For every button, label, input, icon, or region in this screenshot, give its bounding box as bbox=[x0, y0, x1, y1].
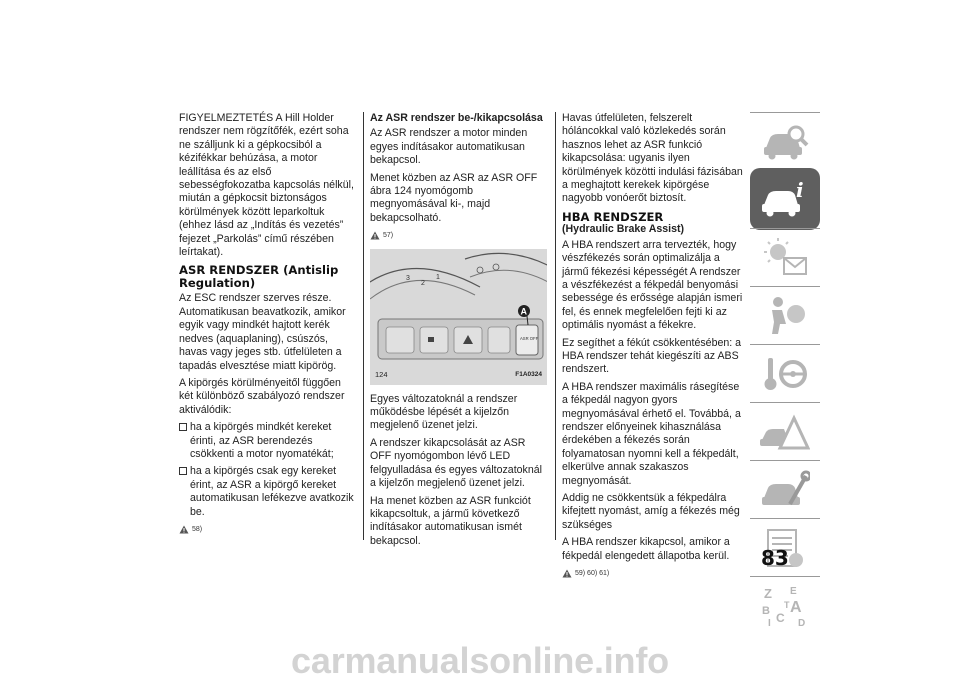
asr-active-message-text: Egyes változatoknál a rendszer működésbe lépését a kijelzőn megjelenő üzenet jelzi. bbox=[370, 392, 518, 432]
tab-lights-mail[interactable] bbox=[750, 228, 820, 286]
bullet-box-icon bbox=[179, 467, 187, 475]
hba-max-assist-text: A HBA rendszer maximális rásegítése a fékpedál nagyon gyors megnyomásával érhető el. Továbbá, a rendszer előnyeinek kihasználása érdekében a fékezés során folyamatosan nyomni kell a fékpedált, elkerülve annak szakaszos megnyomását. bbox=[562, 380, 741, 487]
tab-safety[interactable] bbox=[750, 286, 820, 344]
svg-text:C: C bbox=[776, 610, 785, 625]
asr-modes-intro: A kipörgés körülményeitől függően két különböző szabályozó rendszer aktiválódik: bbox=[179, 376, 345, 416]
svg-text:I: I bbox=[768, 617, 771, 628]
gauge-digit: 3 bbox=[406, 274, 410, 282]
hill-holder-warning-text: FIGYELMEZTETÉS A Hill Holder rendszer nem rögzítőfék, ezért soha ne szálljunk ki a gépkocsiból a kézifékkar behúzása, a motor leállítása és az első sebességfokozatba kapcsolás nélkül, miután a gépkocsit biztonságos körülmények között leparkoltuk (ehhez lásd az „Indítás és vezetés” fejezet „Parkolás” című részében leírtakat). bbox=[179, 112, 354, 259]
column-divider bbox=[555, 112, 556, 540]
tab-index[interactable] bbox=[750, 576, 820, 634]
passenger-airbag-icon bbox=[760, 294, 810, 338]
tab-emergency[interactable] bbox=[750, 402, 820, 460]
hba-section-heading: HBA RENDSZER bbox=[562, 209, 664, 224]
column-2 bbox=[370, 112, 547, 552]
bullet-item: ha a kipörgés csak egy kereket érint, az ASR a kipörgő kereket automatikusan lefékezve avatkozik be. bbox=[179, 465, 356, 519]
bullet-box-icon bbox=[179, 423, 187, 431]
asr-toggle-heading: Az ASR rendszer be-/kikapcsolása bbox=[370, 112, 543, 124]
car-warning-triangle-icon bbox=[760, 410, 810, 454]
asr-reenable-text: Ha menet közben az ASR funkciót kikapcsoltuk, a jármű következő indításakor automatikusan ismét bekapcsol. bbox=[370, 494, 531, 547]
sun-envelope-icon bbox=[760, 236, 810, 280]
gauge-digit: 2 bbox=[421, 279, 425, 287]
svg-text:E: E bbox=[790, 585, 797, 597]
figure-asr-off-button bbox=[370, 249, 547, 385]
tab-car-info[interactable] bbox=[750, 168, 820, 230]
snow-chains-text: Havas útfelületen, felszerelt hóláncokkal való közlekedés során hasznos lehet az ASR funkció kikapcsolása: ugyanis ilyen körülmények közötti indulási fázisában a meghajtott kerekek kipörgése nagyobb vonóerőt biztosít. bbox=[562, 112, 743, 205]
column-3 bbox=[562, 112, 744, 587]
hba-release-text: A HBA rendszer kikapcsol, amikor a fékpedál elengedett állapotba kerül. bbox=[562, 536, 730, 562]
svg-text:B: B bbox=[762, 604, 770, 617]
svg-text:A: A bbox=[790, 598, 802, 616]
car-magnifier-icon bbox=[760, 120, 810, 164]
asr-section-heading: ASR RENDSZER (Antislip Regulation) bbox=[179, 263, 339, 290]
watermark: carmanualsonline.info bbox=[291, 640, 669, 679]
tab-driving[interactable] bbox=[750, 344, 820, 402]
tab-maintenance[interactable] bbox=[750, 460, 820, 518]
hba-abs-text: Ez segíthet a fékút csökkentésében: a HBA rendszer tehát kiegészíti az ABS rendszert. bbox=[562, 336, 742, 376]
car-info-icon bbox=[760, 177, 810, 221]
warning-reference: 57) bbox=[370, 229, 547, 242]
asr-off-button-label: ASR OFF bbox=[520, 335, 539, 341]
warning-triangle-icon bbox=[562, 569, 572, 578]
warning-triangle-icon bbox=[179, 525, 189, 534]
warning-triangle-icon bbox=[370, 231, 380, 240]
asr-description: Az ESC rendszer szerves része. Automatikusan beavatkozik, amikor egyik vagy mindkét hajtott kerék nedves (aquaplaning), csúszós, havas vagy jeges stb. útfelületen a tapadás elvesztése miatt kipörög. bbox=[179, 292, 346, 372]
asr-auto-on-text: Az ASR rendszer a motor minden egyes indításakor automatikusan bekapcsol. bbox=[370, 127, 528, 167]
warning-reference: 59) 60) 61) bbox=[562, 567, 744, 580]
gauge-digit: 1 bbox=[436, 273, 440, 281]
asr-button-text: Menet közben az ASR az ASR OFF ábra 124 nyomógomb megnyomásával ki-, majd bekapcsolható. bbox=[370, 171, 538, 224]
hba-subheading: (Hydraulic Brake Assist) bbox=[562, 223, 685, 236]
figure-code: F1A0324 bbox=[515, 371, 542, 379]
warning-reference: 58) bbox=[179, 523, 356, 536]
column-1 bbox=[179, 112, 356, 542]
callout-letter: A bbox=[520, 306, 527, 317]
dashboard-illustration bbox=[370, 249, 547, 385]
key-steering-wheel-icon bbox=[760, 352, 810, 396]
svg-text:T: T bbox=[784, 599, 790, 610]
alphabet-icon bbox=[760, 584, 810, 628]
hba-pressure-text: Addig ne csökkentsük a fékpedálra kifejtett nyomást, amíg a fékezés még szükséges bbox=[562, 492, 740, 531]
page-number: 83 bbox=[761, 546, 789, 570]
asr-off-led-text: A rendszer kikapcsolását az ASR OFF nyomógombon lévő LED felgyulladása és egyes változatoknál a kijelzőn megjelenő üzenet jelzi. bbox=[370, 436, 542, 490]
svg-text:D: D bbox=[798, 617, 806, 628]
svg-text:Z: Z bbox=[764, 585, 772, 601]
tab-car-search[interactable] bbox=[750, 112, 820, 170]
column-divider bbox=[363, 112, 364, 540]
figure-number: 124 bbox=[375, 370, 388, 380]
bullet-item: ha a kipörgés mindkét kereket érinti, az ASR berendezés csökkenti a motor nyomatékát; bbox=[179, 421, 356, 461]
hba-description: A HBA rendszert arra tervezték, hogy vészfékezés során optimalizálja a jármű fékezési képességét A rendszer a vészfékezést a fékpedál benyomási sebessége és erőssége alapján ismeri fel, és ennek megfelelően fejti ki az optimális nyomást a fékekre. bbox=[562, 238, 743, 332]
car-wrench-icon bbox=[760, 468, 810, 512]
svg-text:i: i bbox=[796, 178, 804, 202]
